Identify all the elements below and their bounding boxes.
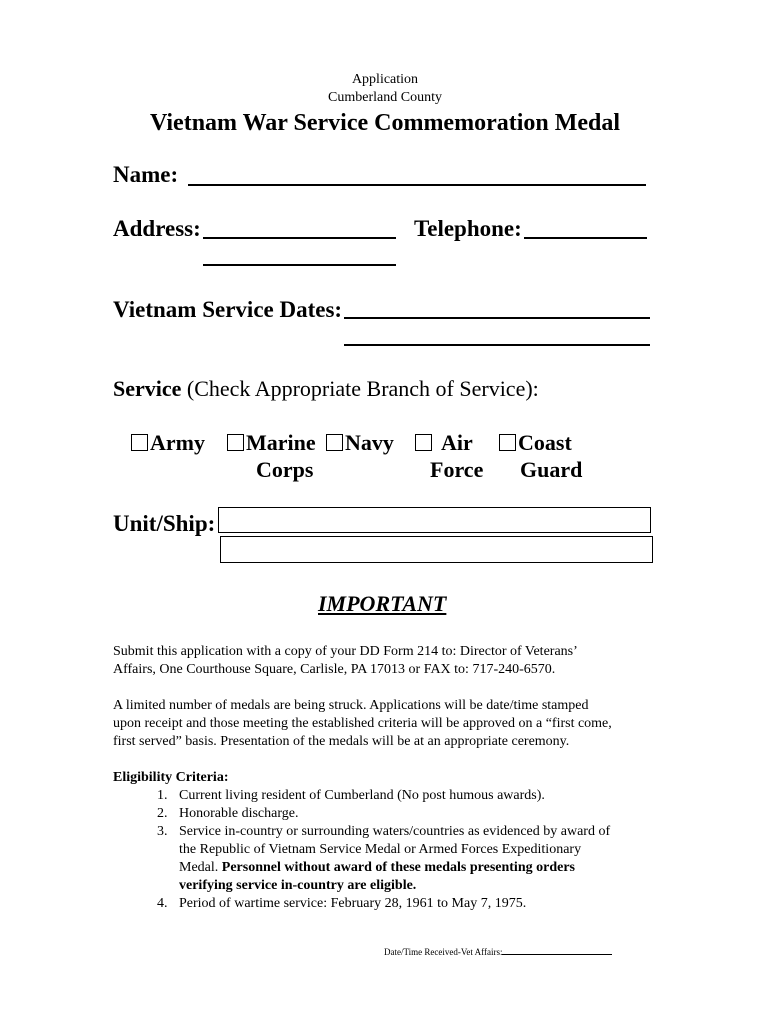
criteria-text-4: Period of wartime service: February 28, 1961 to May 7, 1975. bbox=[179, 896, 527, 911]
header-application: Application bbox=[351, 72, 419, 87]
criteria-text-1: Current living resident of Cumberland (No post humous awards). bbox=[179, 788, 545, 803]
branch-navy-label: Navy bbox=[345, 430, 394, 455]
checkbox-marine-corps[interactable] bbox=[227, 434, 244, 451]
branch-coast-label-line2: Guard bbox=[520, 457, 583, 482]
limited-line-1: A limited number of medals are being struck. Applications will be date/time stamped bbox=[113, 698, 589, 713]
telephone-field[interactable] bbox=[524, 237, 647, 239]
header-county: Cumberland County bbox=[328, 90, 442, 105]
important-heading: IMPORTANT bbox=[318, 591, 447, 616]
limited-line-2: upon receipt and those meeting the established criteria will be approved on a “first come, bbox=[113, 716, 612, 731]
service-dates-field-1[interactable] bbox=[344, 317, 650, 319]
criteria-num-2: 2. bbox=[157, 806, 168, 821]
criteria-num-1: 1. bbox=[157, 788, 168, 803]
criteria-item-4 bbox=[113, 895, 673, 913]
date-received-label: Date/Time Received-Vet Affairs: bbox=[384, 947, 503, 957]
criteria-num-4: 4. bbox=[157, 896, 168, 911]
service-dates-field-2[interactable] bbox=[344, 344, 650, 346]
criteria-3-line-4: verifying service in-country are eligible. bbox=[179, 878, 417, 893]
service-label bbox=[113, 376, 539, 402]
service-dates-label: Vietnam Service Dates: bbox=[113, 297, 343, 322]
branch-coast-label: Coast bbox=[518, 430, 572, 455]
eligibility-heading: Eligibility Criteria: bbox=[113, 770, 229, 785]
submit-instructions bbox=[113, 643, 578, 679]
unit-ship-field-2[interactable] bbox=[220, 536, 653, 563]
branch-army[interactable] bbox=[131, 430, 205, 456]
criteria-item-2 bbox=[113, 805, 673, 823]
eligibility-section bbox=[113, 769, 673, 913]
service-label-bold: Service bbox=[113, 376, 182, 401]
name-label: Name: bbox=[113, 162, 179, 187]
criteria-num-3: 3. bbox=[157, 824, 168, 839]
branch-navy[interactable] bbox=[326, 430, 394, 456]
criteria-3-line-1: Service in-country or surrounding waters/countries as evidenced by award of bbox=[179, 824, 611, 839]
limited-line-3: first served” basis. Presentation of the medals will be at an appropriate ceremony. bbox=[113, 734, 570, 749]
eligibility-list bbox=[113, 787, 673, 913]
page-title: Vietnam War Service Commemoration Medal bbox=[149, 110, 621, 136]
branch-marine-label-line2: Corps bbox=[256, 457, 314, 482]
branch-air-label: Air bbox=[441, 430, 473, 455]
criteria-3-line-3-plain: Medal. bbox=[179, 860, 222, 875]
checkbox-army[interactable] bbox=[131, 434, 148, 451]
address-field-line-2[interactable] bbox=[203, 264, 396, 266]
branch-marine-corps[interactable] bbox=[227, 430, 316, 456]
checkbox-navy[interactable] bbox=[326, 434, 343, 451]
criteria-3-line-3-bold: Personnel without award of these medals presenting orders bbox=[221, 860, 575, 875]
checkbox-coast-guard[interactable] bbox=[499, 434, 516, 451]
submit-line-1: Submit this application with a copy of your DD Form 214 to: Director of Veterans’ bbox=[113, 644, 578, 659]
unit-ship-label: Unit/Ship: bbox=[113, 511, 216, 536]
criteria-text-2: Honorable discharge. bbox=[179, 806, 299, 821]
date-received-field[interactable] bbox=[502, 954, 612, 955]
checkbox-air-force[interactable] bbox=[415, 434, 432, 451]
branch-army-label: Army bbox=[150, 430, 205, 455]
criteria-3-line-3 bbox=[179, 859, 673, 877]
branch-air-label-line2: Force bbox=[430, 457, 484, 482]
limited-medals-paragraph bbox=[113, 697, 612, 751]
criteria-item-1 bbox=[113, 787, 673, 805]
branch-marine-label: Marine bbox=[246, 430, 316, 455]
criteria-3-line-2: the Republic of Vietnam Service Medal or Armed Forces Expeditionary bbox=[179, 842, 582, 857]
address-field-line-1[interactable] bbox=[203, 237, 396, 239]
name-field[interactable] bbox=[188, 184, 646, 186]
address-label: Address: bbox=[113, 216, 201, 241]
service-label-rest: (Check Appropriate Branch of Service): bbox=[181, 376, 539, 401]
branch-air-force[interactable] bbox=[415, 430, 473, 456]
date-received-footer bbox=[384, 947, 612, 957]
unit-ship-field-1[interactable] bbox=[218, 507, 651, 533]
branch-coast-guard[interactable] bbox=[499, 430, 572, 456]
submit-line-2: Affairs, One Courthouse Square, Carlisle, PA 17013 or FAX to: 717-240-6570. bbox=[113, 662, 556, 677]
telephone-label: Telephone: bbox=[414, 216, 522, 241]
criteria-item-3 bbox=[113, 823, 673, 895]
